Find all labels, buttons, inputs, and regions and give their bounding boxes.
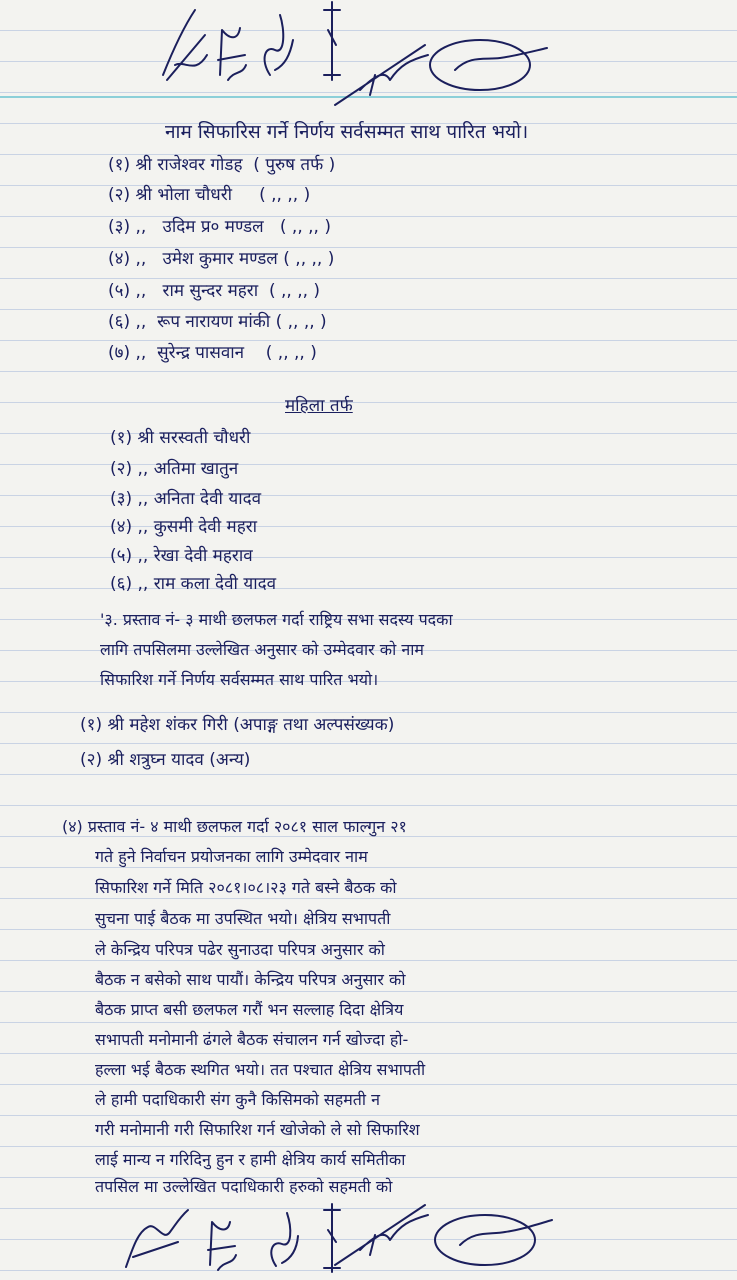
paragraph-line: तपसिल मा उल्लेखित पदाधिकारी हरुको सहमती को: [95, 1177, 393, 1196]
list-item: (७) ,, सुरेन्द्र पासवान ( ,, ,, ): [108, 343, 317, 363]
page-title: नाम सिफारिस गर्ने निर्णय सर्वसम्मत साथ पारित भयो।: [165, 121, 529, 143]
signature-5: [330, 35, 440, 110]
paragraph-line: गरी मनोमानी गरी सिफारिश गर्न खोजेको ले सो सिफारिश: [95, 1120, 420, 1139]
signature-5: [330, 1195, 440, 1270]
paragraph-line: गते हुने निर्वाचन प्रयोजनका लागि उम्मेदवार नाम: [95, 847, 368, 866]
signature-2: [200, 1210, 245, 1275]
paragraph-line: लागि तपसिलमा उल्लेखित अनुसार को उम्मेदवार को नाम: [100, 640, 424, 659]
signature-1: [155, 5, 215, 90]
top-signatures: [0, 0, 737, 100]
paragraph-line: बैठक न बसेको साथ पायौं। केन्द्रिय परिपत्र अनुसार को: [95, 970, 406, 989]
paragraph-line: (४) प्रस्ताव नं- ४ माथी छलफल गर्दा २०८१ साल फाल्गुन २१: [62, 817, 407, 836]
list-item: (४) ,, कुसमी देवी महरा: [110, 517, 258, 537]
list-item: (१) श्री सरस्वती चौधरी: [110, 428, 251, 448]
paragraph-line: ले हामी पदाधिकारी संग कुनै किसिमको सहमती न: [95, 1090, 381, 1109]
list-item: (२) ,, अतिमा खातुन: [110, 459, 239, 479]
list-item: (२) श्री भोला चौधरी ( ,, ,, ): [108, 185, 311, 205]
signature-1: [118, 1202, 193, 1277]
bottom-signatures: [0, 1190, 737, 1280]
list-item: (५) ,, राम सुन्दर महरा ( ,, ,, ): [108, 281, 321, 301]
paragraph-line: सिफारिश गर्ने मिति २०८१।०८।२३ गते बस्ने बैठक को: [95, 878, 397, 897]
paragraph-line: बैठक प्राप्त बसी छलफल गरौं भन सल्लाह दिदा क्षेत्रिय: [95, 1000, 404, 1019]
list-item: (४) ,, उमेश कुमार मण्डल ( ,, ,, ): [108, 249, 335, 269]
women-heading: महिला तर्फ: [285, 396, 353, 416]
list-item: (६) ,, रूप नारायण मांकी ( ,, ,, ): [108, 312, 327, 332]
paragraph-line: ले केन्द्रिय परिपत्र पढेर सुनाउदा परिपत्र अनुसार को: [95, 940, 385, 959]
list-item: (३) ,, उदिम प्र० मण्डल ( ,, ,, ): [108, 217, 331, 237]
paragraph-line: सभापती मनोमानी ढंगले बैठक संचालन गर्न खोज्दा हो-: [95, 1030, 409, 1049]
signature-2: [210, 10, 255, 90]
signature-6: [425, 30, 555, 95]
signature-3: [255, 10, 300, 90]
paragraph-line: सुचना पाई बैठक मा उपस्थित भयो। क्षेत्रिय सभापती: [95, 909, 391, 928]
list-item: (१) श्री महेश शंकर गिरी (अपाङ्ग तथा अल्पसंख्यक): [80, 715, 395, 735]
paragraph-line: सिफारिश गर्ने निर्णय सर्वसम्मत साथ पारित भयो।: [100, 670, 379, 689]
signature-3: [262, 1208, 302, 1273]
signature-6: [430, 1200, 560, 1270]
list-item: (३) ,, अनिता देवी यादव: [110, 489, 262, 509]
list-item: (६) ,, राम कला देवी यादव: [110, 574, 277, 594]
list-item: (५) ,, रेखा देवी महराव: [110, 546, 253, 566]
list-item: (२) श्री शत्रुघ्न यादव (अन्य): [80, 750, 251, 770]
paragraph-line: लाई मान्य न गरिदिनु हुन र हामी क्षेत्रिय कार्य समितीका: [95, 1150, 406, 1169]
paragraph-line: हल्ला भई बैठक स्थगित भयो। तत पश्चात क्षेत्रिय सभापती: [95, 1060, 426, 1079]
paragraph-line: '३. प्रस्ताव नं- ३ माथी छलफल गर्दा राष्ट्रिय सभा सदस्य पदका: [100, 610, 453, 629]
list-item: (१) श्री राजेश्वर गोडह ( पुरुष तर्फ ): [108, 155, 336, 175]
